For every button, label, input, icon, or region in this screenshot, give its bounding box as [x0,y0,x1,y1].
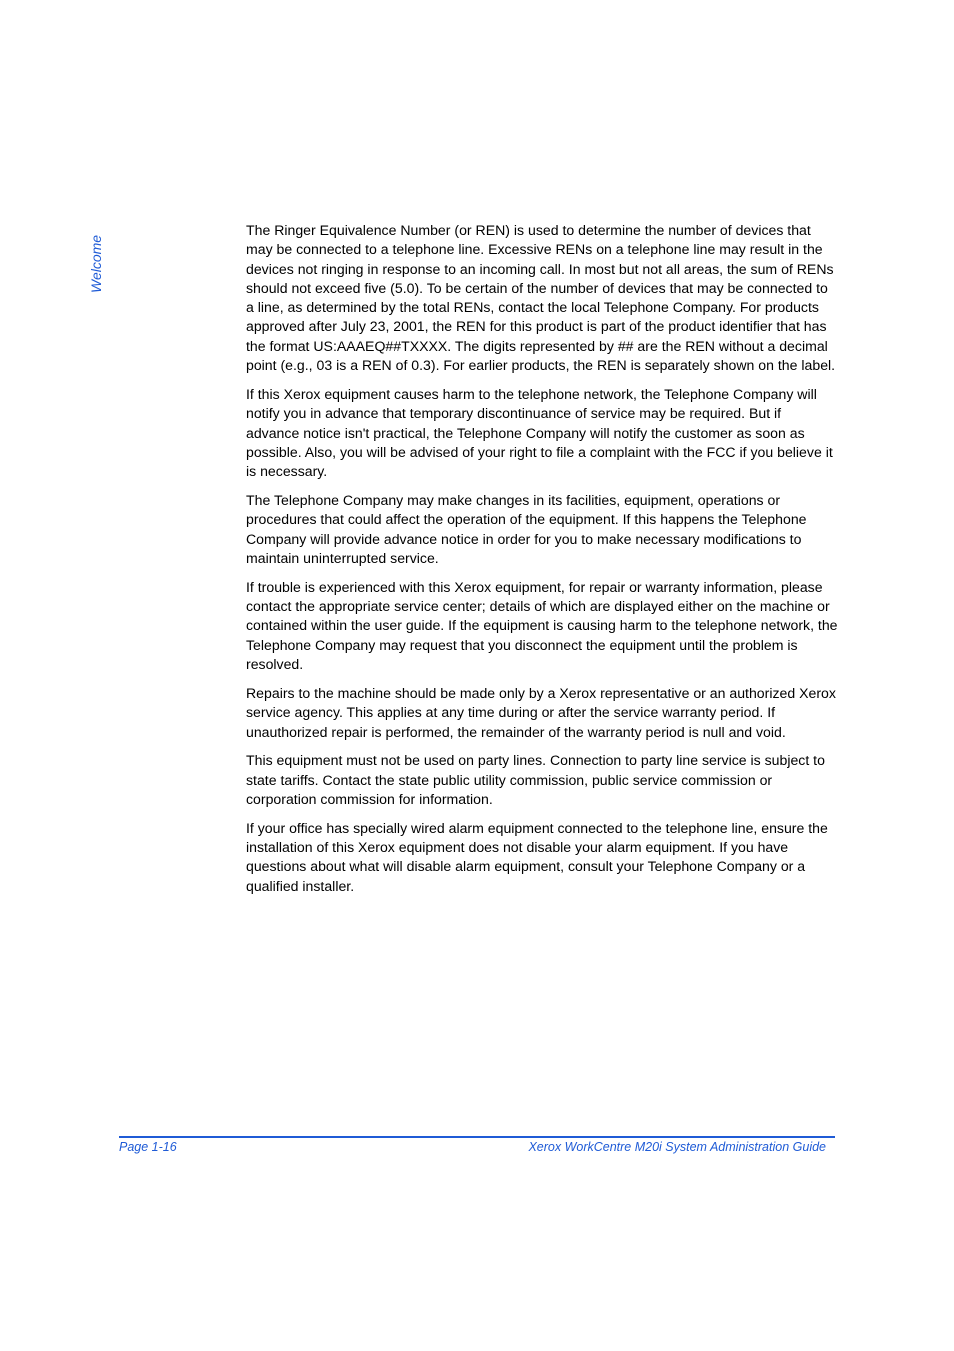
paragraph-facility-changes: The Telephone Company may make changes in its facilities, equipment, operations or procedures that could affect the operation of the equipment. If this happens the Telephone Company will provide advance notice in order for you to make necessary modifications to maintain uninterrupted service. [246,492,807,566]
body-content [246,221,838,906]
section-side-label: Welcome [88,234,104,293]
footer-guide-title: Xerox WorkCentre M20i System Administration Guide [528,1140,826,1154]
paragraph-ren: The Ringer Equivalence Number (or REN) is used to determine the number of devices that may be connected to a telephone line. Excessive RENs on a telephone line may result in the devices not ringing in response to an incoming call. In most but not all areas, the sum of RENs should not exceed five (5.0). To be certain of the number of devices that may be connected to a line, as determined by the total RENs, contact the local Telephone Company. For products approved after July 23, 2001, the REN for this product is part of the product identifier that has the format US:AAAEQ##TXXXX. The digits represented by ## are the REN without a decimal point (e.g., 03 is a REN of 0.3). For earlier products, the REN is separately shown on the label. [246,222,836,374]
paragraph-party-lines: This equipment must not be used on party lines. Connection to party line service is subject to state tariffs. Contact the state public utility commission, public service commission or corporation commission for information. [246,752,825,807]
footer-page-number: Page 1-16 [119,1140,177,1154]
paragraph-network-harm: If this Xerox equipment causes harm to the telephone network, the Telephone Company will notify you in advance that temporary discontinuance of service may be required. But if advance notice isn't practical, the Telephone Company will notify the customer as soon as possible. Also, you will be advised of your right to file a complaint with the FCC if you believe it is necessary. [246,385,833,480]
footer-divider [119,1136,835,1138]
paragraph-repairs: Repairs to the machine should be made only by a Xerox representative or an authorized Xerox service agency. This applies at any time during or after the service warranty period. If unauthorized repair is performed, the remainder of the warranty period is null and void. [246,684,836,740]
paragraph-trouble: If trouble is experienced with this Xerox equipment, for repair or warranty information, please contact the appropriate service center; details of which are displayed either on the machine or contained within the user guide. If the equipment is causing harm to the telephone network, the Telephone Company may request that you disconnect the equipment until the problem is resolved. [246,578,838,673]
paragraph-alarm: If your office has specially wired alarm equipment connected to the telephone line, ensure the installation of this Xerox equipment does not disable your alarm equipment. If you have questions about what will disable alarm equipment, consult your Telephone Company or a qualified installer. [246,819,828,894]
